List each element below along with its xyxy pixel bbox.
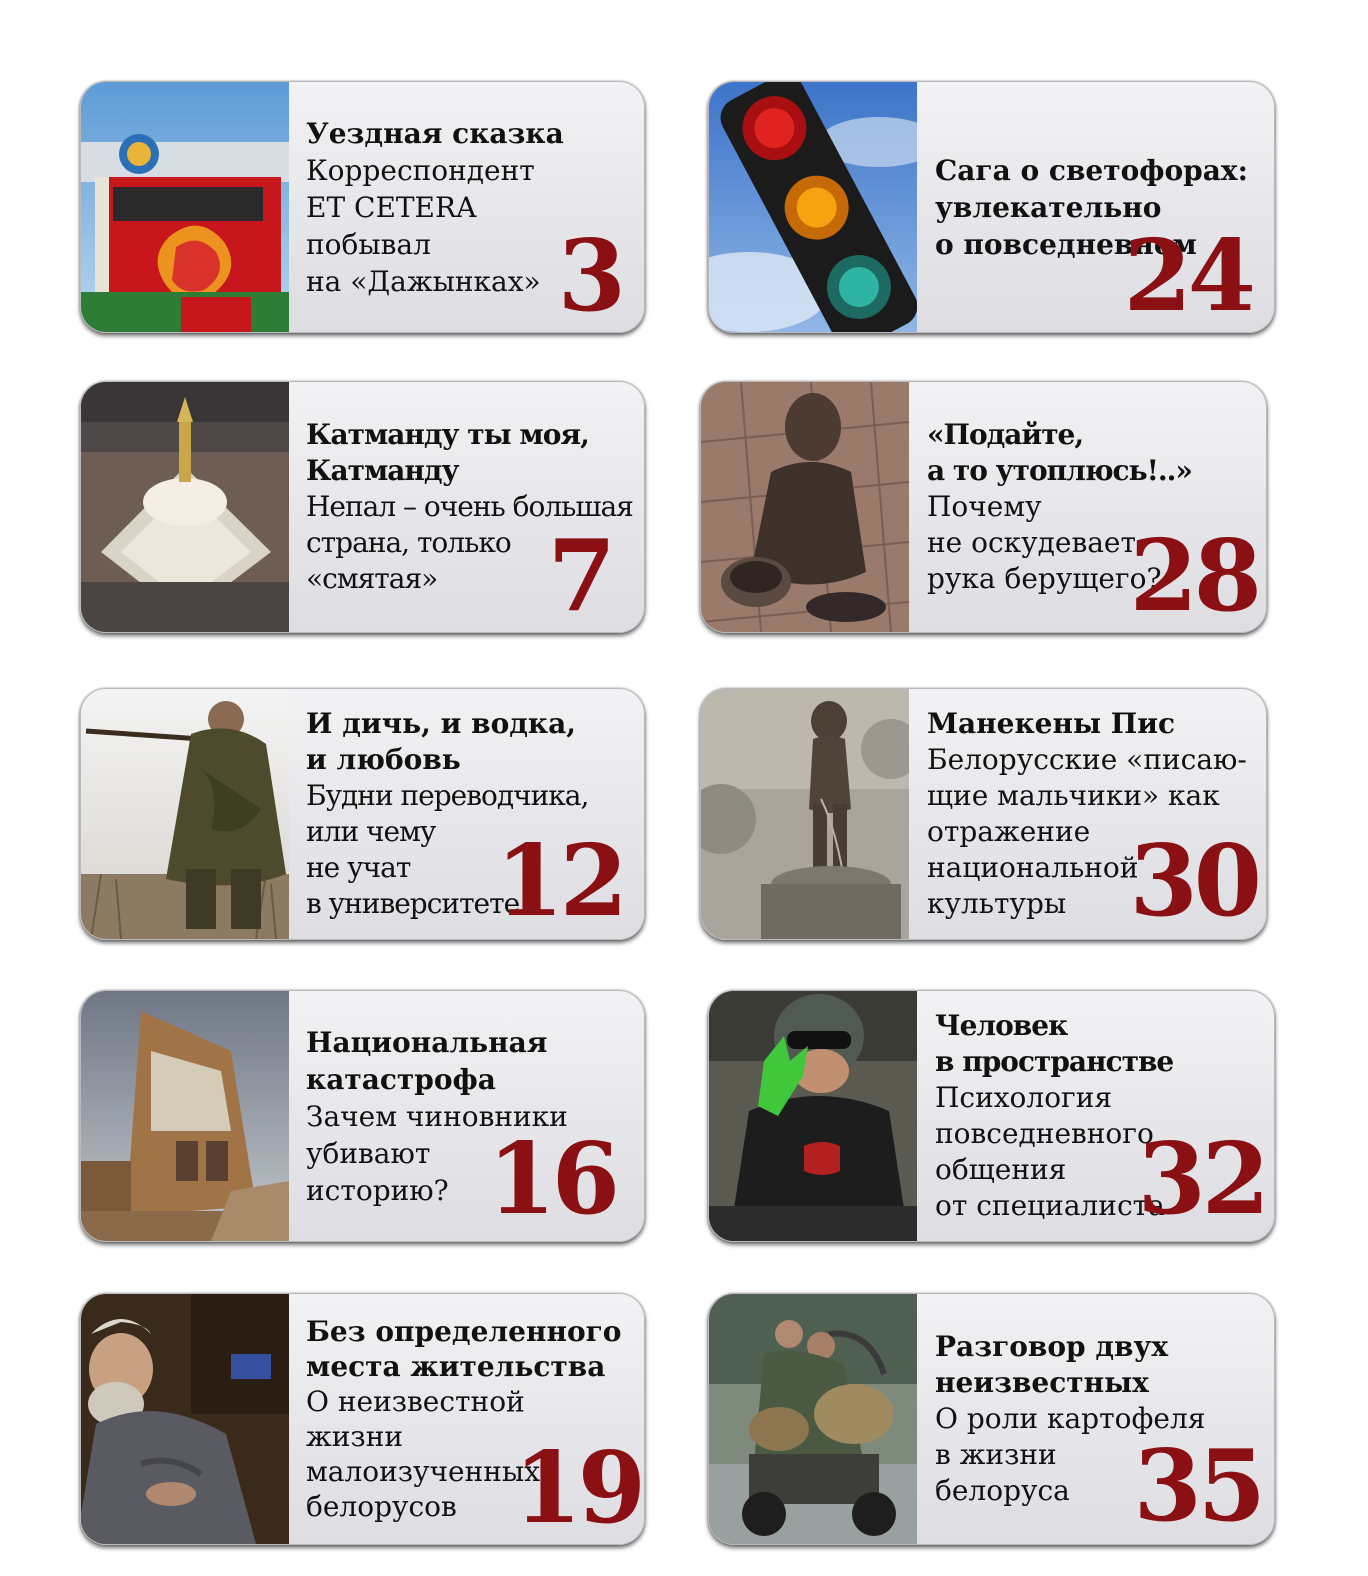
article-subtitle: Белорусские «писаю- щие мальчики» как отражение национальной культуры [927,743,1247,920]
article-card[interactable] [708,990,1275,1242]
article-subtitle: Будни переводчика, или чему не учат в университете [306,779,589,920]
article-title: «Подайте, а то утоплюсь!..» [927,418,1192,487]
article-card[interactable] [708,1293,1275,1545]
kathmandu-stupa-photo [81,382,289,632]
page-number: 28 [1129,519,1258,633]
ruined-building-photo [81,991,289,1241]
article-subtitle: Почему не оскудевает рука берущего? [927,490,1162,595]
men-on-cart-photo [709,1294,917,1544]
article-subtitle: Психология повседневного общения от специалиста [935,1081,1165,1222]
article-title: Национальная катастрофа [306,1025,548,1096]
traffic-light-photo [709,82,917,332]
page-number: 3 [557,219,622,333]
article-card[interactable] [80,81,645,333]
article-card[interactable] [80,688,645,940]
article-card[interactable] [700,688,1267,940]
article-title: Без определенного места жительства [306,1315,622,1383]
manneken-pis-statue-photo [701,689,909,939]
article-title: Разговор двух неизвестных [935,1330,1169,1399]
page-number: 7 [547,519,612,633]
article-subtitle: О неизвестной жизни малоизученных белорусов [306,1385,541,1523]
page-number: 19 [513,1431,642,1545]
article-subtitle: О роли картофеля в жизни белоруса [935,1402,1206,1507]
article-card[interactable] [700,381,1267,633]
article-card[interactable] [80,990,645,1242]
article-title: Человек в пространстве [935,1009,1174,1078]
motorcyclist-gesture-photo [709,991,917,1241]
article-card[interactable] [80,381,645,633]
beggar-sculpture-photo [701,382,909,632]
article-subtitle: Зачем чиновники убивают историю? [306,1099,568,1207]
article-title: Манекены Пис [927,707,1176,740]
article-title: Сага о светофорах: увлекательно о повседневном [935,153,1248,261]
article-subtitle: Непал – очень большая страна, только «смятая» [306,490,633,595]
article-card[interactable] [80,1293,645,1545]
homeless-man-photo [81,1294,289,1544]
page-number: 16 [487,1122,616,1237]
article-card[interactable] [708,81,1275,333]
stage-with-belarus-emblem-photo [81,82,289,332]
page-number: 35 [1133,1429,1262,1544]
article-title: Уездная сказка [306,116,564,150]
article-title: Катманду ты моя, Катманду [306,418,589,487]
page-number: 30 [1129,824,1258,939]
page-number: 32 [1137,1122,1266,1237]
page-number: 24 [1123,219,1252,333]
page-number: 12 [495,824,624,939]
article-title: И дичь, и водка, и любовь [306,707,577,776]
article-subtitle: Корреспондент ET CETERA побывал на «Дажынках» [306,153,541,298]
hunter-with-rifle-photo [81,689,289,939]
